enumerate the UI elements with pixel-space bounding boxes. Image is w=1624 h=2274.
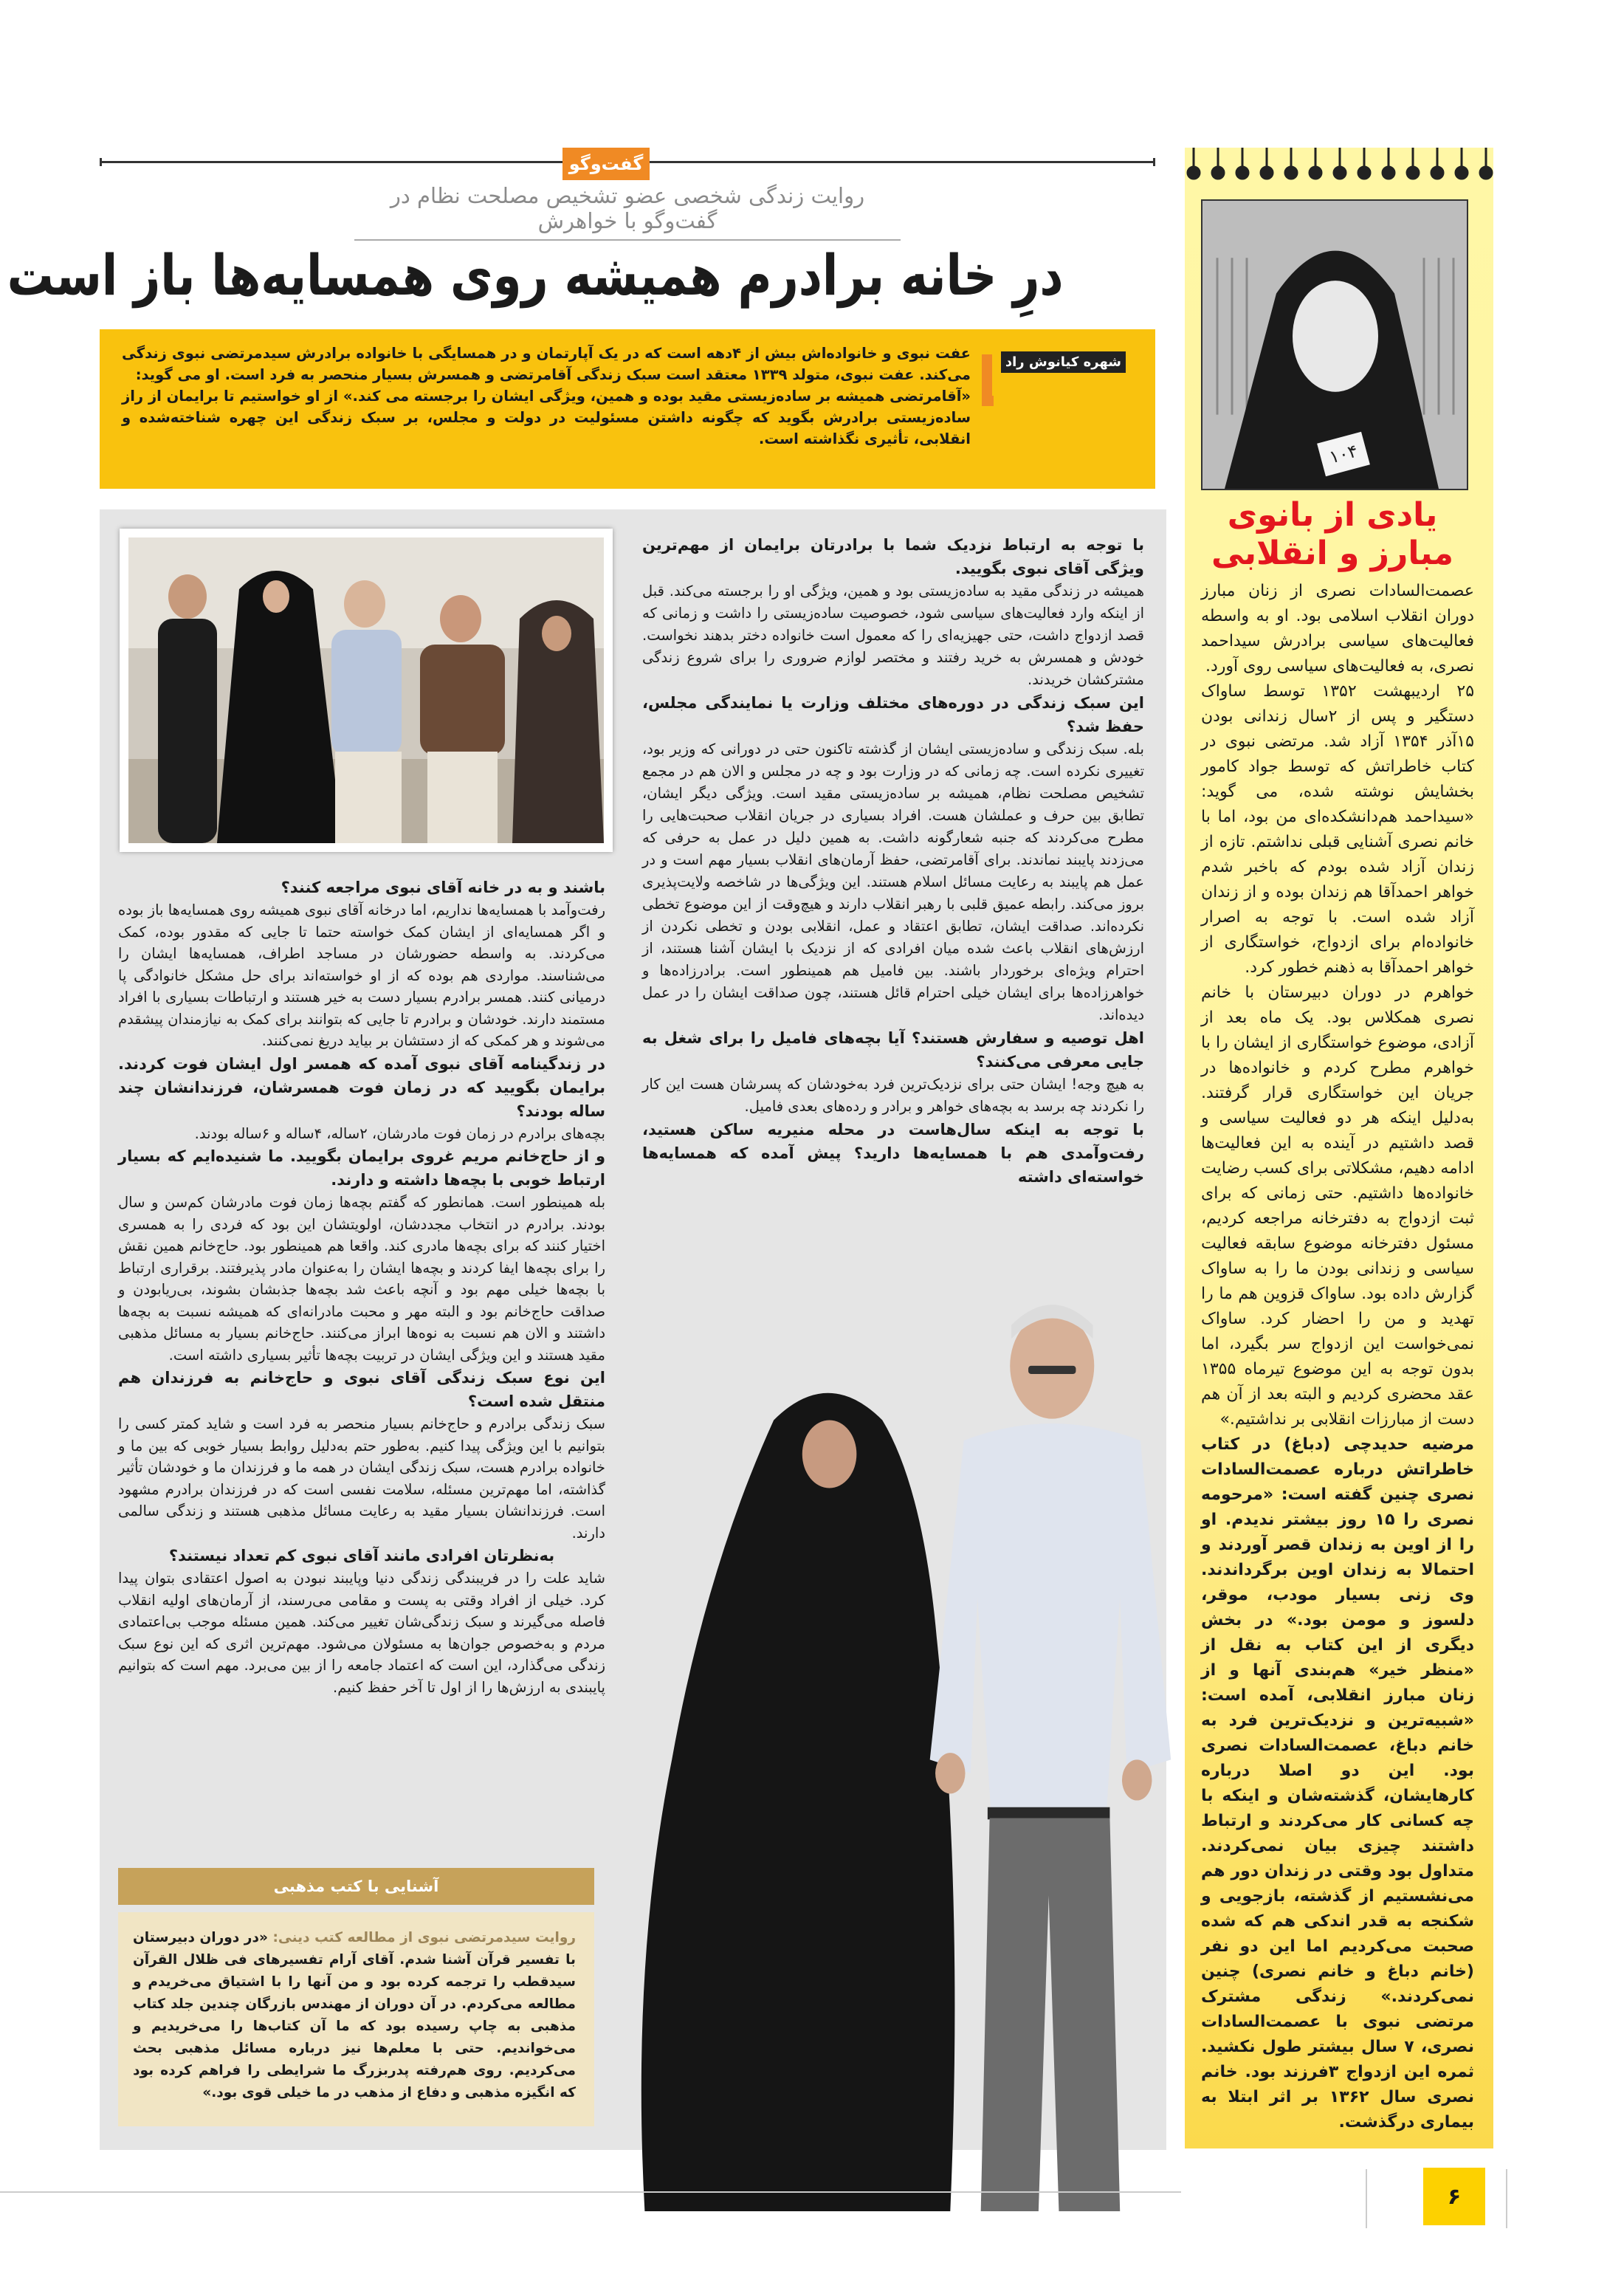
box-title: آشنایی با کتب مذهبی: [118, 1868, 594, 1905]
intro-text: [122, 343, 971, 478]
question: این نوع سبک زندگی آقای نبوی و حاج‌خانم به فرزندان هم منتقل شده است؟: [118, 1369, 605, 1410]
box-body: [118, 1912, 594, 2126]
question: به‌نظرتان افرادی مانند آقای نبوی کم تعداد نیستند؟: [168, 1547, 555, 1564]
box-text: [133, 1927, 576, 2104]
byline: شهره کیانوش راد: [1001, 351, 1126, 373]
prisoner-number-tag: ۱۰۴: [1317, 432, 1370, 476]
bracket-icon: [982, 354, 994, 406]
left-column: [118, 876, 605, 1698]
page-number: ۶: [1423, 2168, 1485, 2225]
family-photo-image: [128, 537, 604, 843]
article-headline: درِ خانه برادرم همیشه روی همسایه‌ها باز است: [7, 242, 1064, 308]
question: این سبک زندگی در دوره‌های مختلف وزارت یا نمایندگی مجلس، حفظ شد؟: [642, 694, 1144, 735]
byline-block: [982, 351, 1126, 406]
sidebar-memorial: [1185, 148, 1493, 2148]
couple-photo: [631, 1255, 1181, 2211]
intro-text-b: «آقامرتضی همیشه بر ساده‌زیستی مقید بوده و همین، ویژگی ایشان را برجسته می کند.» از او خواستیم تا برایمان از راز ساده‌زیستی برادرش بگوید که چگونه داشتن مسئولیت در دولت و مجلس، بر سبک زندگی این چهره شناخته‌شده و انقلابی، تأثیری نگذاشته است.: [122, 388, 971, 447]
question: باشند و به در خانه آقای نبوی مراجعه کنند؟: [281, 879, 605, 896]
sidebar-paragraph: مرضیه حدیدچی (دباغ) در کتاب خاطراتش درباره عصمت‌السادات نصری چنین گفته است: «مرحومه نصری را ۱۵ روز بیشتر ندیدم. او را از اوین به زندان قصر آوردند و احتمالا به زندان اوین برگرداندند. وی زنی بسیار مودب، موقر، دلسوز و مومن بود.» در بخش دیگری از این کتاب به نقل از «منظر خیر» هم‌بندی آنها و از زنان مبارز انقلابی، آمده است: «شبیه‌ترین و نزدیک‌ترین فرد به خانم دباغ، عصمت‌السادات نصری بود. این دو اصلا درباره کارهایشان، گذشته‌شان و اینکه با چه کسانی کار می‌کردند و ارتباط داشتند چیزی بیان نمی‌کردند. متداول بود وقتی در زندان دور هم می‌نشستیم از گذشته، بازجویی و شکنجه به قدر اندکی هم که شده صحبت می‌کردیم اما این دو نفر (خانم دباغ و خانم نصری) چنین نمی‌کردند.» زندگی مشترک مرتضی نبوی با عصمت‌السادات نصری، ۷ سال بیشتر طول نکشید. ثمره این ازدواج ۳فرزند بود. خانم نصری سال ۱۳۶۲ بر اثر ابتلا به بیماری درگذشت.: [1201, 1435, 1475, 2132]
footer-rule: [0, 2191, 1181, 2193]
archive-portrait-photo: [1201, 199, 1468, 490]
sidebar-title: [1185, 496, 1480, 573]
answer: بچه‌های برادرم در زمان فوت مادرشان، ۲ساله، ۴ساله و ۶ساله بودند.: [194, 1124, 605, 1142]
question: در زندگینامه آقای نبوی آمده که همسر اول ایشان فوت کردند. برایمان بگویید که در زمان فوت همسرشان، فرزندانشان چند ساله بودند؟: [118, 1054, 605, 1120]
sidebar-paragraph: عصمت‌السادات نصری از زنان مبارز دوران انقلاب اسلامی بود. او به واسطه فعالیت‌های سیاسی برادرش سیداحمد نصری، به فعالیت‌های سیاسی روی آورد.: [1201, 582, 1474, 676]
intro-text-a: عفت نبوی و خانواده‌اش بیش از ۴دهه است که در یک آپارتمان و در همسایگی با خانواده برادرش سیدمرتضی نبوی زندگی می‌کند. عفت نبوی، متولد ۱۳۳۹ معتقد است سبک زندگی آقامرتضی و همسرش بسیار منحصر به فرد است. او می گوید:: [122, 345, 971, 383]
sidebar-title-line2: مبارز و انقلابی: [1211, 535, 1454, 572]
answer: به هیچ وجه! ایشان حتی برای نزدیک‌ترین فرد به‌خودشان که پسرشان هست این کار را نکردند چه برسد به بچه‌های خواهر و برادر و رده‌های بعدی فامیل.: [642, 1076, 1144, 1115]
notebook-spiral-icon: [1185, 148, 1493, 185]
question: با توجه به ارتباط نزدیک شما با برادرتان برایمان از مهم‌ترین ویژگی آقای نبوی بگویید.: [642, 536, 1144, 577]
article-subtitle: روایت زندگی شخصی عضو تشخیص مصلحت نظام در گفت‌وگو با خواهرش: [354, 183, 901, 241]
question: اهل توصیه و سفارش هستند؟ آیا بچه‌های فامیل را برای شغل به جایی معرفی می‌کنند؟: [642, 1029, 1144, 1071]
answer: بله همینطور است. همانطور که گفتم بچه‌ها زمان فوت مادرشان کم‌سن و سال بودند. برادرم در انتخاب مجددشان، اولویتشان این بود که فردی را به همسری اختیار کنند که برای بچه‌ها مادری کند. واقعا هم همینطور بود. حاج‌خانم همین نقش را برای بچه‌ها ایفا کردند و بچه‌ها ایشان را به‌عنوان مادر پذیرفتند. برقراری ارتباط با بچه‌ها خیلی مهم بود و آنچه باعث شد بچه‌ها جذبشان بشوند، بی‌ریابودن و صداقت حاج‌خانم بود و البته مهر و محبت مادرانه‌ای که همیشه نسبت به بچه‌ها داشتند و الان هم نسبت به نوه‌ها ابراز می‌کنند. حاج‌خانم بسیار به مسائل مذهبی مقید هستند و این ویژگی ایشان در تربیت بچه‌ها تأثیر بسیاری داشته است.: [118, 1194, 605, 1364]
intro-box: [100, 329, 1155, 489]
sidebar-paragraph: ۲۵ اردیبهشت ۱۳۵۲ توسط ساواک دستگیر و پس از ۲سال زندانی بودن ۱۵آذر ۱۳۵۴ آزاد شد. مرتضی نبوی در کتاب خاطراتش که توسط جواد کامور بخشایش نوشته شده، می گوید: «سیداحمد هم‌دانشکده‌ای من بود، اما با خانم نصری آشنایی قبلی نداشتم. تازه از زندان آزاد شده بودم که باخبر شدم خواهر احمدآقا هم زندان بوده و از زندان آزاد شده است. با توجه به اصرار خانواده‌ام برای ازدواج، خواستگاری از خواهر احمدآقا به ذهنم خطور کرد.: [1201, 682, 1475, 977]
box-quote: «در دوران دبیرستان با تفسیر قرآن آشنا شدم. آقای آرام تفسیرهای فی ظلال القرآن سیدقطب را ترجمه کرده بود و من آنها را با اشتیاق می‌خریدم و مطالعه می‌کردم. در آن دوران از مهندس بازرگان چندین جلد کتاب مذهبی به چاپ رسیده بود که ما آن کتاب‌ها را می‌خریدیم و می‌خواندیم. حتی با معلم‌ها نیز درباره مسائل مذهبی بحث می‌کردیم. روی هم‌رفته پدربزرگ ما شرایطی را فراهم کرده بود که انگیزه مذهبی و دفاع از مذهب در ما خیلی قوی بود.»: [133, 1930, 576, 2100]
sidebar-text: [1201, 579, 1474, 2135]
sidebar-title-line1: یادی از بانوی: [1227, 496, 1438, 534]
answer: شاید علت را در فریبندگی زندگی دنیا وپایبند نبودن به اصول اعتقادی بتوان پیدا کرد. خیلی از افراد وقتی به پست و مقامی می‌رسند، از آرمان‌های اولیه انقلاب فاصله می‌گیرند و سبک زندگی‌شان تغییر می‌کند. همین مسئله موجب بی‌اعتمادی مردم و به‌خصوص جوان‌ها به مسئولان می‌شود. مهم‌ترین اثری که این نوع سبک زندگی می‌گذارد، این است که اعتماد جامعه را از بین می‌برد. مهم است که بتوانیم پایبندی به ارزش‌ها را از اول تا آخر حفظ کنیم.: [118, 1570, 605, 1696]
footer-divider: [1506, 2169, 1507, 2228]
question: با توجه به اینکه سال‌هاست در محله منیریه ساکن هستید، رفت‌وآمدی هم با همسایه‌ها دارید؟ پیش آمده که همسایه‌ها خواسته‌ای داشته: [642, 1121, 1144, 1186]
answer: سبک زندگی برادرم و حاج‌خانم بسیار منحصر به فرد است و شاید کمتر کسی را بتوانیم با این ویژگی پیدا کنیم. به‌طور حتم به‌دلیل روابط بسیار خوبی که بین ما و خانواده برادرم هست، سبک زندگی ایشان در همه ما و فرزندان ما و خودشان تأثیر گذاشته، اما مهم‌ترین مسئله، سلامت نفسی است که در فرزندان برادرم مشهود است. فرزندانشان بسیار مقید به رعایت مسائل مذهبی هستند و زندگی سالمی دارند.: [118, 1415, 605, 1542]
answer: همیشه در زندگی مقید به ساده‌زیستی بود و همین، ویژگی او را برجسته می‌کند. قبل از اینکه وارد فعالیت‌های سیاسی شود، خصوصیت ساده‌زیستی را داشت و زمانی که قصد ازدواج داشت، حتی جهیزیه‌ای را که معمول است خانواده دختر بدهند نخواست. خودش و همسرش به خرید رفتند و مختصر لوازم ضروری را برای شروع زندگی مشترکشان خریدند.: [642, 583, 1144, 688]
family-photo: [120, 529, 613, 852]
sidebar-paragraph: خواهرم در دوران دبیرستان با خانم نصری همکلاس بود. یک ماه بعد از آزادی، موضوع خواستگاری از ایشان را با خواهرم مطرح کردم و خانواده‌ها در جریان این خواستگاری قرار گرفتند. به‌دلیل اینکه هر دو فعالیت سیاسی و قصد داشتیم در آینده به این فعالیت‌ها ادامه دهیم، مشکلاتی برای کسب رضایت خانواده‌ها داشتیم. حتی زمانی که برای ثبت ازدواج به دفترخانه مراجعه کردیم، مسئول دفترخانه موضوع سابقه فعالیت سیاسی و زندانی بودن ما را به ساواک گزارش داده بود. ساواک قزوین هم ما را تهدید و من را احضار کرد. ساواک نمی‌خواست این ازدواج سر بگیرد، اما بدون توجه به این موضوع تیرماه ۱۳۵۵ عقد محضری کردیم و البته بعد از آن هم دست از مبارزات انقلابی بر نداشتیم.»: [1201, 983, 1474, 1429]
question: و از حاج‌خانم مریم غروی برایمان بگویید. ما شنیده‌ایم که بسیار ارتباط خوبی با بچه‌ها داشته و دارند.: [118, 1147, 605, 1189]
box-lead: روایت سیدمرتضی نبوی از مطالعه کتب دینی:: [272, 1930, 576, 1945]
footer-divider: [1366, 2169, 1367, 2228]
answer: بله. سبک زندگی و ساده‌زیستی ایشان از گذشته تاکنون حتی در دورانی که وزیر بود، تغییری نکرده است. چه زمانی که در وزارت بود و چه در مجلس و الان هم در مجمع تشخیص مصلحت نظام، همیشه بر ساده‌زیستی مقید است. ویژگی دیگر ایشان، تطابق بین حرف و عملشان هست. افراد بسیاری در جریان انقلاب صحبت‌هایی را مطرح می‌کردند که جنبه شعارگونه داشت. به همین دلیل در عمل به حرفی که می‌زدند پایبند نماندند. برای آقامرتضی، حفظ آرمان‌های انقلاب بسیار مهم است و در عمل هم پایبند به رعایت مسائل اسلام هستند. این ویژگی‌ها در شاخصه ولایت‌پذیری بروز می‌کند. رابطه عمیق قلبی با رهبر انقلاب دارند و هیچ‌وقت از این موضوع تخطی نکرده‌اند. صداقت ایشان، تطابق اعتقاد و عمل، انقلابی بودن و تخطی نکردن از ارزش‌های انقلاب باعث شده میان افرادی که از نزدیک با ایشان آشنا هستند، از احترام ویژه‌ای برخوردار باشند. بین فامیل هم همینطور است. برادرزاده‌ها و خواهرزاده‌ها برای ایشان خیلی احترام قائل هستند، چون صداقت ایشان را در عمل دیده‌اند.: [642, 741, 1144, 1023]
answer: رفت‌وآمد با همسایه‌ها نداریم، اما درخانه آقای نبوی همیشه روی همسایه‌ها باز بوده و اگر همسایه‌ای از ایشان کمک خواسته حتما تا جایی که مقدور بوده، کمک می‌کردند. به واسطه حضورشان در مساجد اطراف، همسایه‌ها ایشان را می‌شناسند. مواردی هم بوده که از او خواسته‌اند برای حل مشکل خانوادگی پا درمیانی کنند. همسر برادرم بسیار دست به خیر هستند و ارتباطات بسیاری با افراد مستمند دارند. خودشان و برادرم تا جایی که بتوانند برای کمک به نیازمندان پیشقدم می‌شوند و هر کمکی که از دستشان بر بیاید دریغ نمی‌کنند.: [118, 901, 605, 1049]
middle-column: [642, 533, 1144, 1189]
section-tag: گفت‌وگو: [562, 148, 650, 180]
